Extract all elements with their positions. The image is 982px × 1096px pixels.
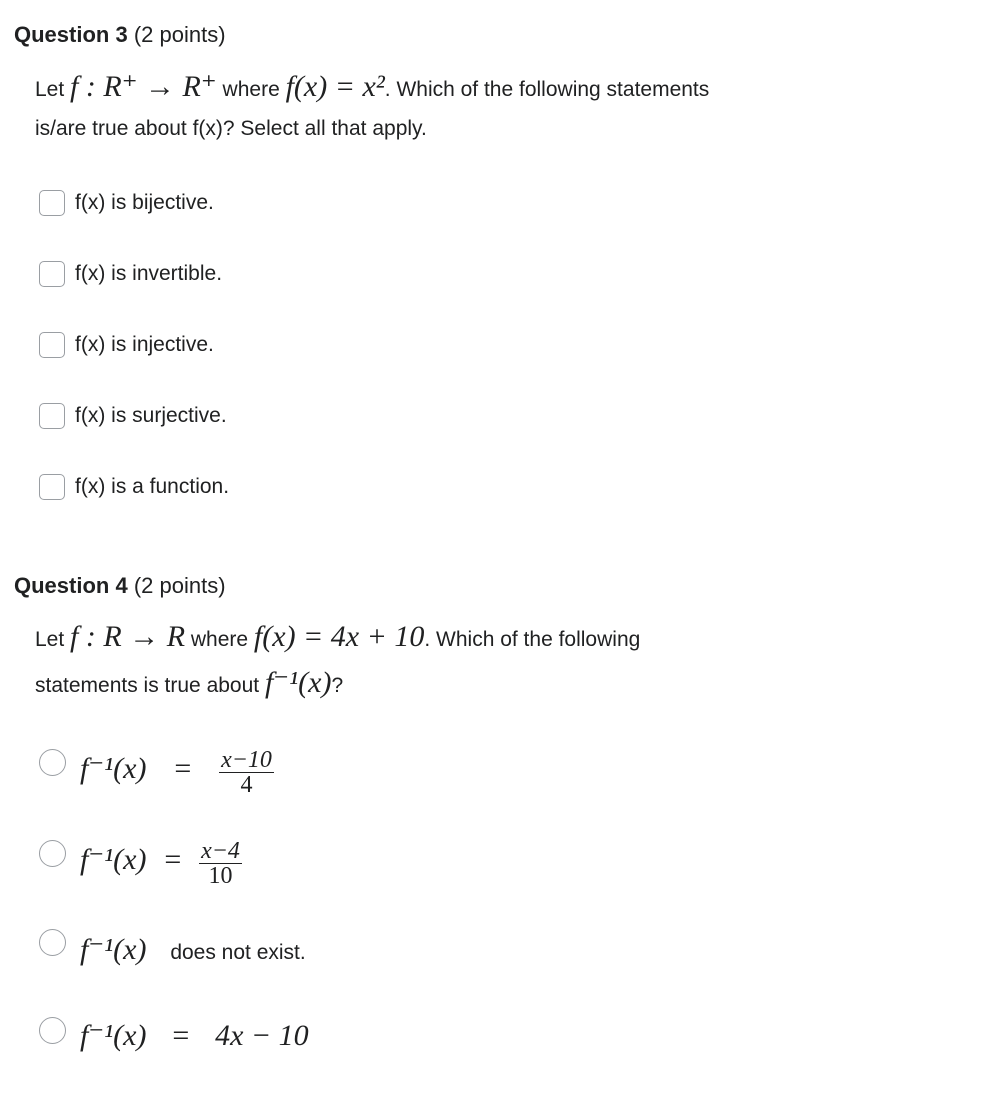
question-3-points: (2 points) bbox=[133, 22, 226, 47]
q4-option-3[interactable] bbox=[80, 932, 306, 967]
prompt-question-mark: ? bbox=[331, 674, 344, 697]
q4-option-4[interactable] bbox=[80, 1018, 309, 1053]
checkbox[interactable] bbox=[39, 261, 65, 287]
option-label: f(x) is a function. bbox=[75, 475, 230, 498]
prompt-inverse: f⁻¹(x) bbox=[264, 666, 332, 699]
question-4-prompt bbox=[35, 620, 935, 657]
q3-option-1[interactable] bbox=[39, 190, 214, 216]
fraction-numerator: x−10 bbox=[221, 747, 272, 773]
question-3-prompt bbox=[35, 70, 935, 107]
option-fraction bbox=[199, 839, 242, 888]
q3-option-5[interactable] bbox=[39, 474, 229, 500]
option-equals: = bbox=[174, 752, 192, 786]
prompt-mapping: f : R → R bbox=[70, 620, 186, 653]
prompt-let: Let bbox=[35, 78, 65, 101]
question-4-points: (2 points) bbox=[133, 573, 226, 598]
checkbox[interactable] bbox=[39, 403, 65, 429]
question-4-title bbox=[14, 573, 226, 599]
option-lhs: f⁻¹(x) bbox=[80, 1019, 147, 1052]
option-lhs: f⁻¹(x) bbox=[80, 843, 147, 877]
fraction-denominator: 10 bbox=[208, 863, 233, 889]
fraction-denominator: 4 bbox=[240, 772, 253, 798]
prompt-line2-text: statements is true about bbox=[35, 674, 260, 697]
option-equals: = bbox=[172, 1019, 190, 1052]
option-label: f(x) is surjective. bbox=[75, 404, 227, 427]
q4-radio-3[interactable] bbox=[39, 929, 66, 956]
option-equals: = bbox=[164, 843, 182, 877]
prompt-let: Let bbox=[35, 628, 65, 651]
option-text: does not exist. bbox=[170, 941, 306, 964]
option-label: f(x) is invertible. bbox=[75, 262, 223, 285]
checkbox[interactable] bbox=[39, 332, 65, 358]
q4-radio-4[interactable] bbox=[39, 1017, 66, 1044]
checkbox[interactable] bbox=[39, 474, 65, 500]
q4-option-2[interactable] bbox=[80, 839, 242, 888]
option-rhs: 4x − 10 bbox=[215, 1019, 309, 1052]
option-lhs: f⁻¹(x) bbox=[80, 933, 147, 966]
option-label: f(x) is injective. bbox=[75, 333, 214, 356]
q3-option-4[interactable] bbox=[39, 403, 227, 429]
option-fraction bbox=[219, 748, 274, 797]
option-label: f(x) is bijective. bbox=[75, 191, 214, 214]
q4-option-1[interactable] bbox=[80, 748, 274, 797]
q4-radio-2[interactable] bbox=[39, 840, 66, 867]
question-3-prompt-line2: is/are true about f(x)? Select all that apply. bbox=[35, 117, 427, 140]
option-lhs: f⁻¹(x) bbox=[80, 752, 147, 786]
q4-radio-1[interactable] bbox=[39, 749, 66, 776]
prompt-definition: f(x) = x² bbox=[285, 70, 385, 103]
prompt-where: where bbox=[222, 78, 280, 101]
question-3-title bbox=[14, 22, 226, 48]
question-4-label: Question 4 bbox=[14, 573, 128, 598]
prompt-rest: . Which of the following statements bbox=[384, 78, 710, 101]
prompt-definition: f(x) = 4x + 10 bbox=[253, 620, 425, 653]
q3-option-2[interactable] bbox=[39, 261, 222, 287]
prompt-mapping: f : R⁺ → R⁺ bbox=[70, 70, 217, 103]
question-4-prompt-line2 bbox=[35, 666, 935, 703]
question-3-label: Question 3 bbox=[14, 22, 128, 47]
prompt-where: where bbox=[190, 628, 249, 651]
checkbox[interactable] bbox=[39, 190, 65, 216]
prompt-rest: . Which of the following bbox=[424, 628, 641, 651]
fraction-numerator: x−4 bbox=[201, 838, 240, 864]
q3-option-3[interactable] bbox=[39, 332, 214, 358]
